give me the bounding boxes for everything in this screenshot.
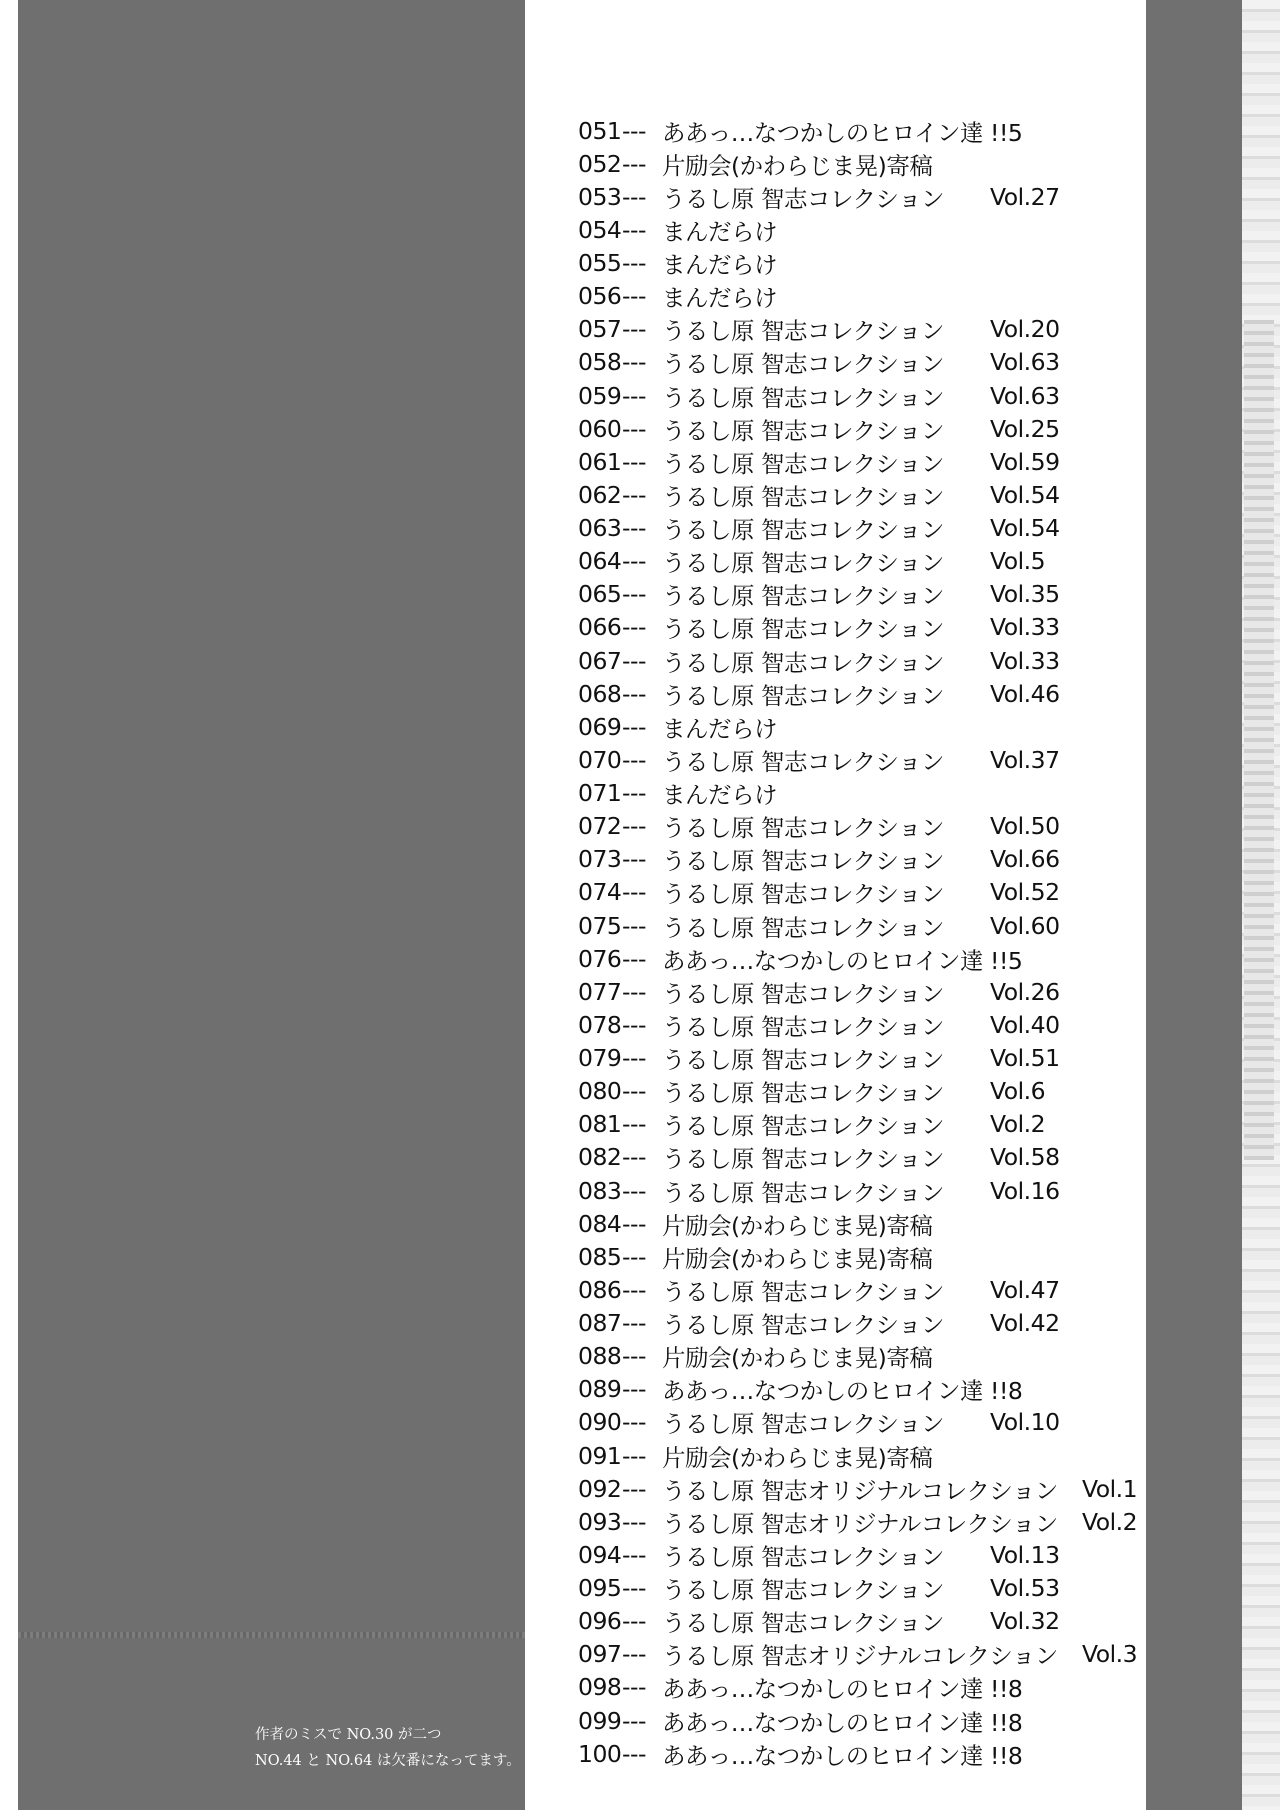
entry-volume: Vol.63 xyxy=(990,381,1060,410)
entry-dash: --- xyxy=(622,282,646,311)
list-item xyxy=(578,247,1138,280)
entry-dash: --- xyxy=(622,1408,646,1437)
entry-number: 096 xyxy=(578,1607,622,1636)
entry-title: まんだらけ xyxy=(662,217,777,246)
entry-title: うるし原 智志コレクション xyxy=(662,1012,945,1041)
list-item xyxy=(578,1340,1138,1373)
entry-title: うるし原 智志コレクション xyxy=(662,615,945,644)
entry-number: 070 xyxy=(578,745,622,774)
entry-title: うるし原 智志コレクション xyxy=(662,449,945,478)
entry-title: うるし原 智志コレクション xyxy=(662,847,945,876)
entry-dash: --- xyxy=(622,1077,646,1106)
entry-title: うるし原 智志コレクション xyxy=(662,1277,945,1306)
entry-dash: --- xyxy=(622,480,646,509)
entry-dash: --- xyxy=(622,1342,646,1371)
list-item xyxy=(578,1638,1138,1671)
entry-volume: Vol.5 xyxy=(990,547,1046,576)
entry-dash: --- xyxy=(622,1275,646,1304)
list-item xyxy=(578,1472,1138,1505)
entry-dash: --- xyxy=(622,514,646,543)
entry-volume: Vol.52 xyxy=(990,878,1060,907)
entry-volume: Vol.16 xyxy=(990,1176,1060,1205)
entry-title: うるし原 智志コレクション xyxy=(662,184,945,213)
entry-volume: Vol.59 xyxy=(990,447,1060,476)
entry-dash: --- xyxy=(622,215,646,244)
entry-number: 075 xyxy=(578,911,622,940)
entry-title: 片励会(かわらじま晃)寄稿 xyxy=(662,1344,933,1373)
entry-volume: Vol.37 xyxy=(990,745,1060,774)
right-gray-strip xyxy=(1146,0,1242,1810)
entry-volume: Vol.60 xyxy=(990,911,1060,940)
entry-dash: --- xyxy=(622,1110,646,1139)
entry-title: うるし原 智志コレクション xyxy=(662,648,945,677)
entry-number: 081 xyxy=(578,1110,622,1139)
entry-dash: --- xyxy=(622,381,646,410)
entry-number: 071 xyxy=(578,779,622,808)
entry-volume: Vol.3 xyxy=(1082,1640,1138,1669)
entry-volume: Vol.27 xyxy=(990,182,1060,211)
entry-number: 092 xyxy=(578,1474,622,1503)
entry-title: うるし原 智志コレクション xyxy=(662,350,945,379)
entry-title: うるし原 智志コレクション xyxy=(662,1576,945,1605)
entry-volume: Vol.6 xyxy=(990,1077,1046,1106)
entry-number: 082 xyxy=(578,1143,622,1172)
entry-number: 054 xyxy=(578,215,622,244)
list-item xyxy=(578,1671,1138,1704)
entry-dash: --- xyxy=(622,1309,646,1338)
list-item xyxy=(578,1108,1138,1141)
entry-dash: --- xyxy=(622,1044,646,1073)
entry-title: ああっ…なつかしのヒロイン達 !!8 xyxy=(662,1675,1023,1704)
entry-volume: Vol.26 xyxy=(990,977,1060,1006)
author-note-line-1: 作者のミスで NO.30 が二つ xyxy=(255,1727,442,1743)
entry-number: 087 xyxy=(578,1309,622,1338)
entry-number: 051 xyxy=(578,116,622,145)
entry-dash: --- xyxy=(622,944,646,973)
entry-number: 065 xyxy=(578,580,622,609)
entry-title: うるし原 智志コレクション xyxy=(662,747,945,776)
entry-volume: Vol.40 xyxy=(990,1010,1060,1039)
list-item xyxy=(578,313,1138,346)
entry-title: うるし原 智志コレクション xyxy=(662,1542,945,1571)
entry-dash: --- xyxy=(622,116,646,145)
entry-dash: --- xyxy=(622,1706,646,1735)
entry-number: 099 xyxy=(578,1706,622,1735)
list-item xyxy=(578,975,1138,1008)
entry-number: 095 xyxy=(578,1574,622,1603)
entry-title: うるし原 智志コレクション xyxy=(662,416,945,445)
list-item xyxy=(578,1141,1138,1174)
entry-title: うるし原 智志コレクション xyxy=(662,814,945,843)
list-item xyxy=(578,810,1138,843)
entry-number: 088 xyxy=(578,1342,622,1371)
list-item xyxy=(578,1538,1138,1571)
list-item xyxy=(578,843,1138,876)
entry-number: 066 xyxy=(578,613,622,642)
entry-dash: --- xyxy=(622,646,646,675)
entry-volume: Vol.2 xyxy=(990,1110,1046,1139)
scan-streak xyxy=(1244,320,1274,1160)
list-item xyxy=(578,1605,1138,1638)
entry-volume: Vol.46 xyxy=(990,679,1060,708)
entry-volume: Vol.50 xyxy=(990,812,1060,841)
author-note-line-2: NO.44 と NO.64 は欠番になってます。 xyxy=(255,1753,521,1769)
entry-dash: --- xyxy=(622,414,646,443)
entry-dash: --- xyxy=(622,1176,646,1205)
entry-title: うるし原 智志コレクション xyxy=(662,1112,945,1141)
entry-volume: Vol.20 xyxy=(990,315,1060,344)
list-item xyxy=(578,909,1138,942)
entry-number: 058 xyxy=(578,348,622,377)
entry-dash: --- xyxy=(622,249,646,278)
list-item xyxy=(578,147,1138,180)
entry-dash: --- xyxy=(622,1474,646,1503)
entry-number: 094 xyxy=(578,1540,622,1569)
entry-volume: Vol.58 xyxy=(990,1143,1060,1172)
list-item xyxy=(578,412,1138,445)
entry-dash: --- xyxy=(622,1209,646,1238)
entry-title: うるし原 智志コレクション xyxy=(662,1046,945,1075)
entry-title: うるし原 智志コレクション xyxy=(662,1178,945,1207)
entry-title: うるし原 智志コレクション xyxy=(662,1145,945,1174)
entry-number: 079 xyxy=(578,1044,622,1073)
entry-title: まんだらけ xyxy=(662,251,777,280)
entry-number: 074 xyxy=(578,878,622,907)
entry-volume: Vol.33 xyxy=(990,646,1060,675)
entry-dash: --- xyxy=(622,447,646,476)
entry-dash: --- xyxy=(622,1242,646,1271)
entry-number: 067 xyxy=(578,646,622,675)
entry-title: うるし原 智志コレクション xyxy=(662,516,945,545)
list-item xyxy=(578,445,1138,478)
entry-volume: Vol.54 xyxy=(990,480,1060,509)
list-item xyxy=(578,1240,1138,1273)
entry-dash: --- xyxy=(622,878,646,907)
entry-number: 068 xyxy=(578,679,622,708)
list-item xyxy=(578,1572,1138,1605)
entry-dash: --- xyxy=(622,712,646,741)
list-item xyxy=(578,114,1138,147)
entry-number: 098 xyxy=(578,1673,622,1702)
entry-number: 091 xyxy=(578,1441,622,1470)
entry-dash: --- xyxy=(622,1673,646,1702)
list-item xyxy=(578,677,1138,710)
entry-number: 064 xyxy=(578,547,622,576)
entry-dash: --- xyxy=(622,1540,646,1569)
list-item xyxy=(578,578,1138,611)
entry-number: 069 xyxy=(578,712,622,741)
entry-number: 085 xyxy=(578,1242,622,1271)
entry-number: 076 xyxy=(578,944,622,973)
entry-title: うるし原 智志コレクション xyxy=(662,482,945,511)
entry-volume: Vol.51 xyxy=(990,1044,1060,1073)
entry-title: うるし原 智志オリジナルコレクション xyxy=(662,1642,1058,1671)
list-item xyxy=(578,1008,1138,1041)
entry-title: ああっ…なつかしのヒロイン達 !!8 xyxy=(662,1741,1023,1770)
entry-title: ああっ…なつかしのヒロイン達 !!8 xyxy=(662,1708,1023,1737)
list-item xyxy=(578,743,1138,776)
entry-title: まんだらけ xyxy=(662,781,777,810)
entry-dash: --- xyxy=(622,1441,646,1470)
entry-volume: Vol.47 xyxy=(990,1275,1060,1304)
entry-dash: --- xyxy=(622,613,646,642)
list-item xyxy=(578,280,1138,313)
entry-number: 089 xyxy=(578,1375,622,1404)
list-item xyxy=(578,942,1138,975)
entry-number: 062 xyxy=(578,480,622,509)
list-item xyxy=(578,1207,1138,1240)
entry-title: ああっ…なつかしのヒロイン達 !!8 xyxy=(662,1377,1023,1406)
list-item xyxy=(578,379,1138,412)
entry-dash: --- xyxy=(622,580,646,609)
entry-dash: --- xyxy=(622,1640,646,1669)
left-gray-panel xyxy=(18,0,525,1810)
entry-title: うるし原 智志コレクション xyxy=(662,317,945,346)
entry-title: うるし原 智志コレクション xyxy=(662,913,945,942)
entry-volume: Vol.35 xyxy=(990,580,1060,609)
entry-dash: --- xyxy=(622,911,646,940)
entry-number: 057 xyxy=(578,315,622,344)
entry-title: まんだらけ xyxy=(662,284,777,313)
entry-volume: Vol.66 xyxy=(990,845,1060,874)
entry-dash: --- xyxy=(622,1143,646,1172)
entry-title: うるし原 智志コレクション xyxy=(662,383,945,412)
entry-dash: --- xyxy=(622,1574,646,1603)
entry-number: 097 xyxy=(578,1640,622,1669)
entry-dash: --- xyxy=(622,779,646,808)
entry-number: 059 xyxy=(578,381,622,410)
entry-dash: --- xyxy=(622,547,646,576)
list-item xyxy=(578,1737,1138,1770)
entry-dash: --- xyxy=(622,348,646,377)
entry-volume: Vol.54 xyxy=(990,514,1060,543)
entry-title: うるし原 智志コレクション xyxy=(662,880,945,909)
entry-title: うるし原 智志オリジナルコレクション xyxy=(662,1476,1058,1505)
entry-list xyxy=(578,114,1138,1770)
entry-dash: --- xyxy=(622,1375,646,1404)
entry-number: 090 xyxy=(578,1408,622,1437)
entry-title: まんだらけ xyxy=(662,714,777,743)
entry-dash: --- xyxy=(622,1010,646,1039)
entry-number: 080 xyxy=(578,1077,622,1106)
entry-number: 078 xyxy=(578,1010,622,1039)
list-item xyxy=(578,1406,1138,1439)
list-item xyxy=(578,213,1138,246)
list-item xyxy=(578,180,1138,213)
list-item xyxy=(578,644,1138,677)
entry-dash: --- xyxy=(622,845,646,874)
entry-title: うるし原 智志コレクション xyxy=(662,681,945,710)
entry-number: 055 xyxy=(578,249,622,278)
list-item xyxy=(578,876,1138,909)
list-item xyxy=(578,1075,1138,1108)
list-item xyxy=(578,346,1138,379)
entry-number: 072 xyxy=(578,812,622,841)
list-item xyxy=(578,545,1138,578)
entry-number: 083 xyxy=(578,1176,622,1205)
entry-title: 片励会(かわらじま晃)寄稿 xyxy=(662,1244,933,1273)
author-note xyxy=(255,1722,525,1774)
entry-dash: --- xyxy=(622,1739,646,1768)
list-item xyxy=(578,1505,1138,1538)
entry-volume: Vol.1 xyxy=(1082,1474,1138,1503)
entry-title: うるし原 智志コレクション xyxy=(662,1410,945,1439)
list-item xyxy=(578,1307,1138,1340)
entry-title: うるし原 智志コレクション xyxy=(662,549,945,578)
entry-number: 053 xyxy=(578,182,622,211)
entry-number: 086 xyxy=(578,1275,622,1304)
entry-number: 073 xyxy=(578,845,622,874)
entry-dash: --- xyxy=(622,149,646,178)
entry-volume: Vol.53 xyxy=(990,1574,1060,1603)
list-item xyxy=(578,1042,1138,1075)
entry-number: 061 xyxy=(578,447,622,476)
entry-volume: Vol.42 xyxy=(990,1309,1060,1338)
entry-dash: --- xyxy=(622,182,646,211)
list-item xyxy=(578,1273,1138,1306)
entry-title: うるし原 智志コレクション xyxy=(662,1079,945,1108)
entry-volume: Vol.25 xyxy=(990,414,1060,443)
entry-number: 056 xyxy=(578,282,622,311)
entry-title: ああっ…なつかしのヒロイン達 !!5 xyxy=(662,946,1023,975)
entry-title: ああっ…なつかしのヒロイン達 !!5 xyxy=(662,118,1023,147)
list-item xyxy=(578,512,1138,545)
entry-volume: Vol.32 xyxy=(990,1607,1060,1636)
entry-number: 100 xyxy=(578,1739,622,1768)
entry-volume: Vol.63 xyxy=(990,348,1060,377)
entry-title: うるし原 智志コレクション xyxy=(662,1609,945,1638)
entry-volume: Vol.13 xyxy=(990,1540,1060,1569)
scan-edge xyxy=(1242,0,1280,1810)
list-item xyxy=(578,478,1138,511)
entry-number: 063 xyxy=(578,514,622,543)
entry-title: 片励会(かわらじま晃)寄稿 xyxy=(662,151,933,180)
list-item xyxy=(578,1373,1138,1406)
entry-title: 片励会(かわらじま晃)寄稿 xyxy=(662,1443,933,1472)
entry-title: うるし原 智志コレクション xyxy=(662,1311,945,1340)
list-item xyxy=(578,1439,1138,1472)
fold-line xyxy=(18,1632,525,1638)
entry-title: うるし原 智志コレクション xyxy=(662,979,945,1008)
list-item xyxy=(578,611,1138,644)
list-item xyxy=(578,1174,1138,1207)
entry-title: うるし原 智志オリジナルコレクション xyxy=(662,1509,1058,1538)
entry-dash: --- xyxy=(622,977,646,1006)
entry-volume: Vol.10 xyxy=(990,1408,1060,1437)
list-item xyxy=(578,777,1138,810)
entry-dash: --- xyxy=(622,1507,646,1536)
entry-number: 052 xyxy=(578,149,622,178)
entry-title: うるし原 智志コレクション xyxy=(662,582,945,611)
entry-number: 093 xyxy=(578,1507,622,1536)
entry-dash: --- xyxy=(622,1607,646,1636)
entry-number: 084 xyxy=(578,1209,622,1238)
entry-dash: --- xyxy=(622,679,646,708)
entry-title: 片励会(かわらじま晃)寄稿 xyxy=(662,1211,933,1240)
entry-dash: --- xyxy=(622,812,646,841)
entry-dash: --- xyxy=(622,315,646,344)
list-item xyxy=(578,710,1138,743)
entry-number: 060 xyxy=(578,414,622,443)
entry-dash: --- xyxy=(622,745,646,774)
list-item xyxy=(578,1704,1138,1737)
entry-volume: Vol.2 xyxy=(1082,1507,1138,1536)
entry-number: 077 xyxy=(578,977,622,1006)
entry-volume: Vol.33 xyxy=(990,613,1060,642)
